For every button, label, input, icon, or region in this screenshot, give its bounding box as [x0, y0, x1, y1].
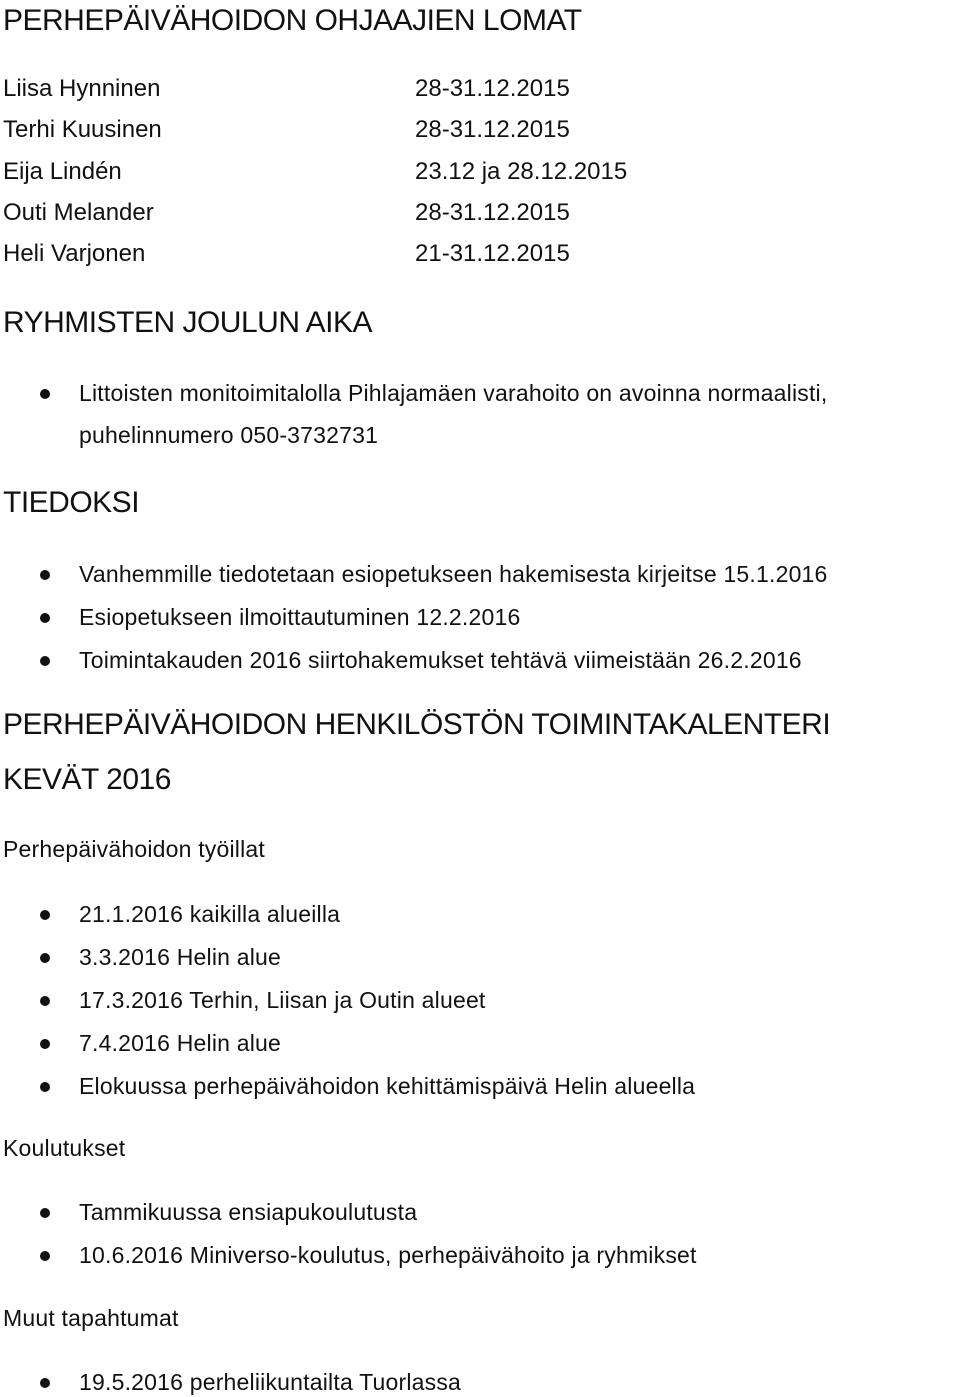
section-heading-evenings: Perhepäivähoidon työillat: [3, 836, 266, 862]
bullet-icon: [40, 570, 50, 580]
list-item-text: 3.3.2016 Helin alue: [79, 944, 282, 970]
bullet-icon: [40, 910, 50, 920]
list-item-text: Vanhemmille tiedotetaan esiopetukseen hakemisesta kirjeitse 15.1.2016: [79, 561, 828, 587]
bullet-icon: [40, 996, 50, 1006]
bullet-icon: [40, 1251, 50, 1261]
staff-name: Outi Melander: [3, 199, 154, 226]
staff-dates: 21-31.12.2015: [415, 240, 570, 267]
staff-dates: 23.12 ja 28.12.2015: [415, 158, 628, 185]
section-heading-groups: RYHMISTEN JOULUN AIKA: [3, 306, 373, 339]
section-heading-other: Muut tapahtumat: [3, 1305, 179, 1331]
bullet-icon: [40, 1039, 50, 1049]
staff-name: Eija Lindén: [3, 158, 122, 185]
list-item-text: Elokuussa perhepäivähoidon kehittämispäivä Helin alueella: [79, 1073, 696, 1099]
bullet-icon: [40, 389, 50, 399]
list-item-text: 19.5.2016 perheliikuntailta Tuorlassa: [79, 1369, 462, 1395]
staff-dates: 28-31.12.2015: [415, 75, 570, 102]
section-heading-notice: TIEDOKSI: [3, 486, 140, 519]
staff-dates: 28-31.12.2015: [415, 116, 570, 143]
bullet-icon: [40, 656, 50, 666]
list-item-text: puhelinnumero 050-3732731: [79, 422, 379, 448]
calendar-heading: PERHEPÄIVÄHOIDON HENKILÖSTÖN TOIMINTAKALENTERI: [3, 708, 831, 741]
list-item-text: 17.3.2016 Terhin, Liisan ja Outin alueet: [79, 987, 486, 1013]
bullet-icon: [40, 613, 50, 623]
list-item-text: 7.4.2016 Helin alue: [79, 1030, 282, 1056]
bullet-icon: [40, 1378, 50, 1388]
calendar-subheading: KEVÄT 2016: [3, 763, 171, 796]
list-item-text: Littoisten monitoimitalolla Pihlajamäen varahoito on avoinna normaalisti,: [79, 380, 828, 406]
list-item-text: Esiopetukseen ilmoittautuminen 12.2.2016: [79, 604, 521, 630]
list-item-text: 21.1.2016 kaikilla alueilla: [79, 901, 341, 927]
bullet-icon: [40, 1082, 50, 1092]
list-item-text: Toimintakauden 2016 siirtohakemukset tehtävä viimeistään 26.2.2016: [79, 647, 802, 673]
staff-name: Heli Varjonen: [3, 240, 146, 267]
page-title: PERHEPÄIVÄHOIDON OHJAAJIEN LOMAT: [3, 4, 582, 37]
staff-name: Terhi Kuusinen: [3, 116, 162, 143]
list-item-text: Tammikuussa ensiapukoulutusta: [79, 1199, 418, 1225]
section-heading-training: Koulutukset: [3, 1135, 126, 1161]
bullet-icon: [40, 953, 50, 963]
list-item-text: 10.6.2016 Miniverso-koulutus, perhepäivähoito ja ryhmikset: [79, 1242, 697, 1268]
staff-name: Liisa Hynninen: [3, 75, 161, 102]
staff-dates: 28-31.12.2015: [415, 199, 570, 226]
bullet-icon: [40, 1208, 50, 1218]
